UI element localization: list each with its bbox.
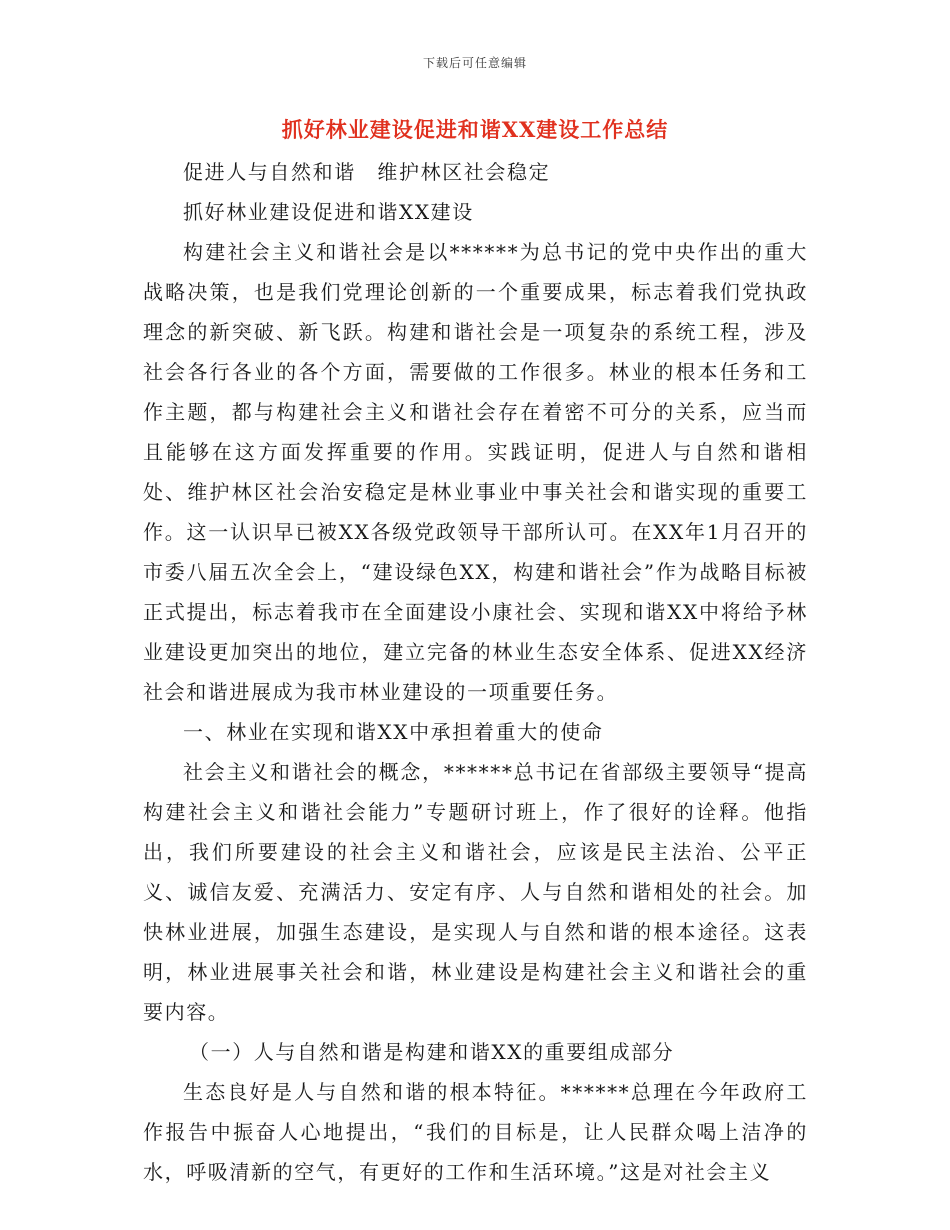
section-heading: 一、林业在实现和谐XX中承担着重大的使命 bbox=[183, 720, 604, 744]
subtitle-line: 促进人与自然和谐 维护林区社会稳定 bbox=[183, 160, 551, 184]
body-paragraph: 构建社会主义和谐社会是以******为总书记的党中央作出的重大战略决策，也是我们党理论创新的一个重要成果，标志着我们党执政理念的新突破、新飞跃。构建和谐社会是一项复杂的系统工程，涉及社会各行各业的各个方面，需要做的工作很多。林业的根本任务和工作主题，都与构建社会主义和谐社会存在着密不可分的关系，应当而且能够在这方面发挥重要的作用。实践证明，促进人与自然和谐相处、维护林区社会治安稳定是林业事业中事关社会和谐实现的重要工作。这一认识早已被XX各级党政领导干部所认可。在XX年1月召开的市委八届五次全会上，“建设绿色XX，构建和谐社会”作为战略目标被正式提出，标志着我市在全面建设小康社会、实现和谐XX中将给予林业建设更加突出的地位，建立完备的林业生态安全体系、促进XX经济社会和谐进展成为我市林业建设的一项重要任务。 bbox=[143, 240, 808, 704]
subtitle-line: 抓好林业建设促进和谐XX建设 bbox=[183, 200, 474, 224]
subsection-heading: （一）人与自然和谐是构建和谐XX的重要组成部分 bbox=[189, 1040, 675, 1064]
document-body bbox=[143, 152, 808, 1192]
page-header-note: 下载后可任意编辑 bbox=[422, 56, 527, 70]
body-paragraph: 社会主义和谐社会的概念，******总书记在省部级主要领导“提高构建社会主义和谐社会能力”专题研讨班上，作了很好的诠释。他指出，我们所要建设的社会主义和谐社会，应该是民主法治、公平正义、诚信友爱、充满活力、安定有序、人与自然和谐相处的社会。加快林业进展，加强生态建设，是实现人与自然和谐的根本途径。这表明，林业进展事关社会和谐，林业建设是构建社会主义和谐社会的重要内容。 bbox=[143, 760, 808, 1024]
body-paragraph: 生态良好是人与自然和谐的根本特征。******总理在今年政府工作报告中振奋人心地提出，“我们的目标是，让人民群众喝上洁净的水，呼吸清新的空气，有更好的工作和生活环境。”这是对社会主义 bbox=[143, 1080, 808, 1184]
document-title: 抓好林业建设促进和谐XX建设工作总结 bbox=[281, 117, 669, 142]
